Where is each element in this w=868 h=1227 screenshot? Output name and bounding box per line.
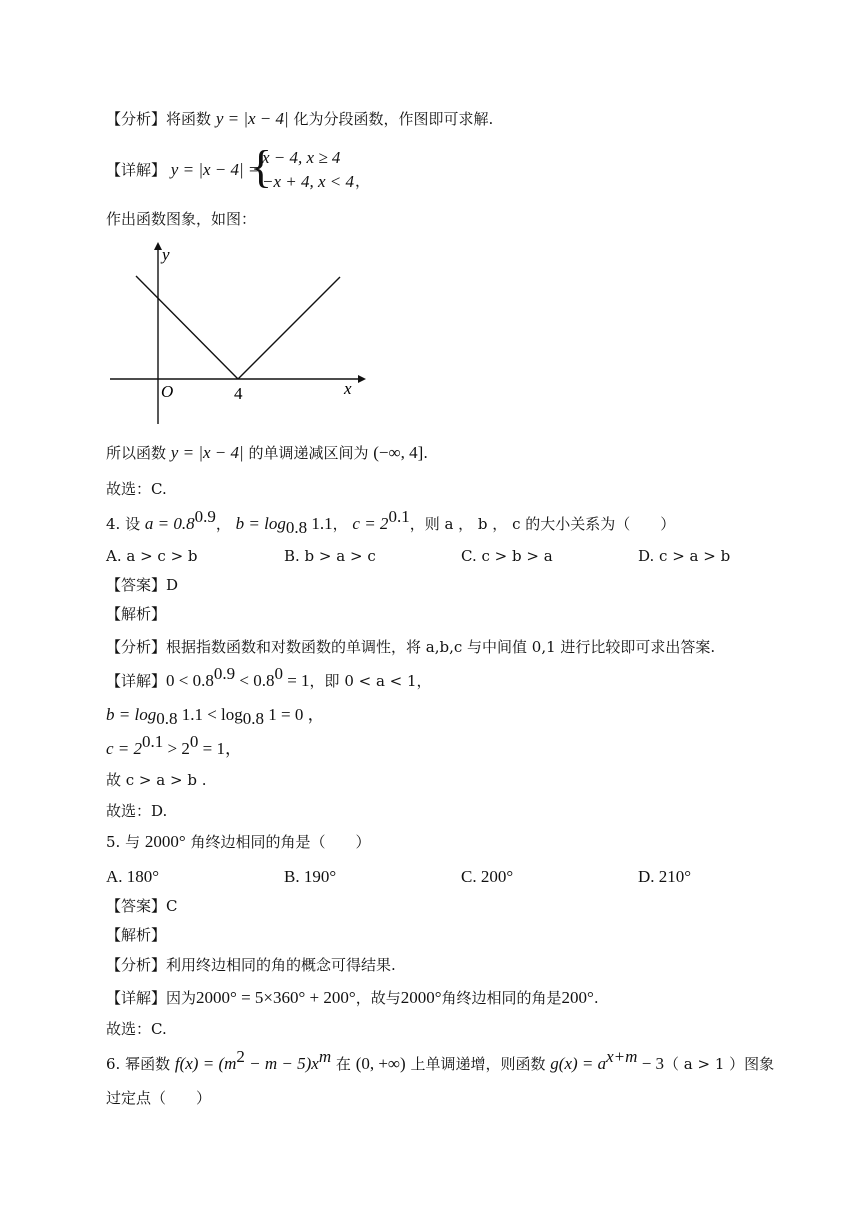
y-axis-arrow <box>154 242 162 250</box>
q4-b-arg: 1.1 <box>307 514 333 533</box>
q5-option-c: C. 200° <box>461 867 514 886</box>
piecewise-case-2: −x + 4, x < 4 <box>262 172 355 191</box>
q5-number: 5. 与 <box>106 833 141 851</box>
q4-b-base: 0.8 <box>285 518 308 537</box>
q5-option-b: B. 190° <box>284 867 337 886</box>
q4-d3-a: c = 2 <box>106 739 143 758</box>
function-graph <box>106 240 366 430</box>
q4-d2-base2: 0.8 <box>242 709 265 728</box>
analysis-label: 【分析】 <box>106 110 167 128</box>
y-axis-label: y <box>162 245 170 264</box>
q5-option-d: D. 210° <box>638 867 692 886</box>
q5-choose: 故选：C. <box>106 1020 167 1038</box>
q4-d1-c: = 1 <box>282 671 310 690</box>
q5-detail-eq: 2000° = 5×360° + 200° <box>196 988 356 1007</box>
q4-d3-c: = 1， <box>198 739 242 758</box>
q4-option-d: D. c > a > b <box>638 547 731 565</box>
q4-sep: ， <box>215 515 231 533</box>
q4-b-def: b = log <box>235 514 286 533</box>
q4-stem <box>106 507 676 537</box>
q4-d2-base1: 0.8 <box>156 709 178 728</box>
q4-d1-b: < 0.8 <box>235 671 275 690</box>
piecewise-brace: { <box>250 141 273 192</box>
detail-lhs: y = |x − 4| = <box>170 160 260 179</box>
q6-interval: (0, +∞) <box>355 1054 406 1073</box>
q4-d3-exp2: 0 <box>189 732 199 751</box>
q4-detail-label: 【详解】 <box>106 672 167 690</box>
q4-d1-exp1: 0.9 <box>213 664 236 683</box>
q4-detail-2 <box>106 703 325 727</box>
q4-d1-a: 0 < 0.8 <box>166 671 214 690</box>
q6-g-a: g(x) = a <box>550 1054 607 1073</box>
origin-label: O <box>161 382 174 401</box>
q4-option-c: C. c > b > a <box>461 547 553 565</box>
q6-f-exp: m <box>318 1047 332 1066</box>
q4-option-b: B. b > a > c <box>284 547 376 565</box>
q4-c-def: c = 2 <box>352 514 389 533</box>
vertex-label: 4 <box>234 384 243 403</box>
q6-g-b: − 3 <box>637 1054 665 1073</box>
q5-analysis: 【分析】利用终边相同的角的概念可得结果. <box>106 956 396 974</box>
x-axis-label: x <box>344 379 352 398</box>
q6-stem-line-2: 过定点（ ） <box>106 1089 212 1107</box>
q4-detail-3 <box>106 732 242 761</box>
increasing-branch <box>238 277 340 379</box>
q5-detail-result: 200° <box>561 988 594 1007</box>
q4-d2-b: 1.1 < log <box>177 705 243 724</box>
q4-a-def: a = 0.8 <box>144 514 195 533</box>
q5-stem-post: 角终边相同的角是（ ） <box>190 833 371 851</box>
analysis-text-post: 化为分段函数，作图即可求解. <box>293 110 494 128</box>
q5-detail-mid2: 角终边相同的角是 <box>441 989 562 1007</box>
q6-stem-mid2: 上单调递增，则函数 <box>410 1055 546 1073</box>
q4-number: 4. 设 <box>106 515 141 533</box>
conclusion-text: 所以函数 <box>106 444 167 462</box>
q4-stem-post: ，则 a ， b ， c 的大小关系为（ ） <box>409 515 676 533</box>
q4-sep: ， <box>332 515 348 533</box>
q5-option-a: A. 180° <box>106 867 160 886</box>
q5-detail-val: 2000° <box>400 988 442 1007</box>
analysis-line <box>106 107 493 131</box>
q6-f-b: − m − 5)x <box>244 1054 319 1073</box>
q4-d1-d: ，即 0 < a < 1， <box>309 672 432 690</box>
piecewise-case-1: x − 4, x ≥ 4 <box>262 148 341 167</box>
q6-number: 6. 幂函数 <box>106 1055 171 1073</box>
analysis-text: 将函数 <box>166 110 212 128</box>
q4-d2-a: b = log <box>106 705 157 724</box>
q5-answer: 【答案】C <box>106 897 178 915</box>
analysis-expr: y = |x − 4| <box>215 109 289 128</box>
conclusion-expr: y = |x − 4| <box>170 443 244 462</box>
q5-stem <box>106 830 370 854</box>
q6-f-square: 2 <box>236 1047 245 1066</box>
q6-f-a: f(x) = (m <box>174 1054 237 1073</box>
q6-stem-mid: 在 <box>335 1055 351 1073</box>
q4-answer: 【答案】D <box>106 576 179 594</box>
x-axis-arrow <box>358 375 366 383</box>
q5-detail <box>106 986 599 1010</box>
q6-condition: （ a > 1 ）图象 <box>664 1055 775 1073</box>
q4-a-exp: 0.9 <box>194 507 216 526</box>
q4-jiexi: 【解析】 <box>106 605 167 623</box>
q4-d1-exp2: 0 <box>274 664 283 683</box>
q4-detail-1 <box>106 664 432 693</box>
q6-stem <box>106 1047 775 1076</box>
conclusion-line <box>106 441 428 465</box>
conclusion-end: . <box>423 444 429 462</box>
q4-d3-b: > 2 <box>163 739 190 758</box>
conclusion-interval: (−∞, 4] <box>373 443 424 462</box>
choose-line-1: 故选：C. <box>106 480 167 498</box>
piecewise-end: ， <box>355 172 371 190</box>
q4-option-a: A. a > c > b <box>106 547 198 565</box>
q6-g-exp: x+m <box>606 1047 638 1066</box>
q5-detail-label: 【详解】 <box>106 989 167 1007</box>
q4-d3-exp1: 0.1 <box>142 732 164 751</box>
q5-jiexi: 【解析】 <box>106 926 167 944</box>
q4-d2-c: 1 = 0 ， <box>264 705 325 724</box>
detail-line <box>106 158 259 182</box>
q4-choose: 故选：D. <box>106 802 168 820</box>
q5-detail-end: . <box>593 989 599 1007</box>
decreasing-branch <box>136 276 238 379</box>
graph-intro: 作出函数图象，如图： <box>106 210 257 228</box>
q4-c-exp: 0.1 <box>388 507 410 526</box>
q5-detail-pre: 因为 <box>166 989 197 1007</box>
q4-analysis: 【分析】根据指数函数和对数函数的单调性，将 a,b,c 与中间值 0,1 进行比较即可求出答案. <box>106 638 716 656</box>
q5-detail-mid: ，故与 <box>355 989 401 1007</box>
q4-detail-4: 故 c > a > b . <box>106 771 207 789</box>
q5-stem-value: 2000° <box>144 832 186 851</box>
conclusion-text-mid: 的单调递减区间为 <box>248 444 369 462</box>
detail-label: 【详解】 <box>106 161 167 179</box>
